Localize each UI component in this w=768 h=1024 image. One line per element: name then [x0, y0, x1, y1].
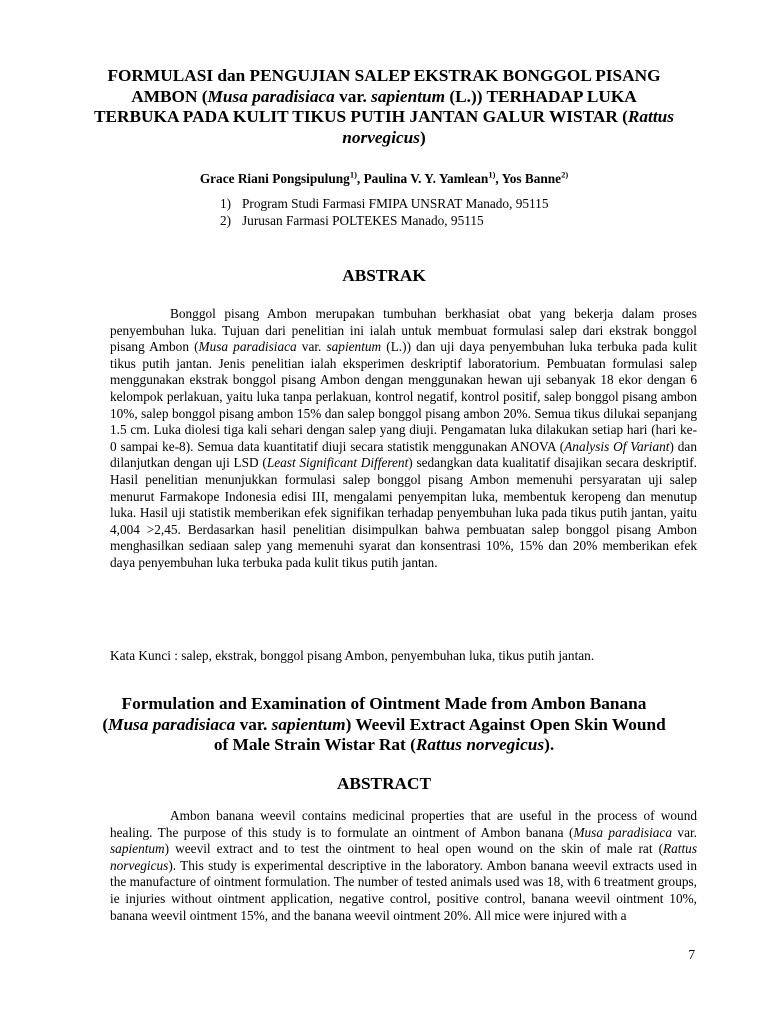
author-affiliation-mark: 1) — [349, 169, 357, 180]
author-name: Yos Banne — [501, 171, 562, 186]
affiliation-item: 2) Jurusan Farmasi POLTEKES Manado, 95115 — [220, 212, 484, 228]
abstrak-heading: ABSTRAK — [342, 266, 426, 285]
page-number: 7 — [688, 947, 695, 962]
english-title: Formulation and Examination of Ointment Made from Ambon Banana (Musa paradisiaca var. sapientum) Weevil Extract Against Open Skin Wound of Male Strain Wistar Rat (Rattus norvegicus). — [102, 694, 666, 754]
affiliation-item: 1) Program Studi Farmasi FMIPA UNSRAT Manado, 95115 — [220, 196, 549, 211]
author-list: Grace Riani Pongsipulung$^{1)}$, Paulina V. Y. Yamlean$^{1)}$, Yos Banne$^{2)}$ — [199, 169, 569, 186]
author-name: Paulina V. Y. Yamlean — [363, 171, 489, 186]
author-affiliation-mark: 1) — [488, 169, 496, 180]
author-name: Grace Riani Pongsipulung — [199, 171, 350, 186]
keywords: Kata Kunci : salep, ekstrak, bonggol pisang Ambon, penyembuhan luka, tikus putih jantan. — [110, 648, 595, 663]
paper-title: FORMULASI dan PENGUJIAN SALEP EKSTRAK BONGGOL PISANG AMBON (Musa paradisiaca var. sapientum (L.)) TERHADAP LUKA TERBUKA PADA KULIT TIKUS PUTIH JANTAN GALUR WISTAR (Rattus norvegicus) — [93, 66, 674, 147]
author-affiliation-mark: 2) — [561, 169, 569, 180]
abstract-body: Ambon banana weevil contains medicinal properties that are useful in the process of wound healing. The purpose of this study is to formulate an ointment of Ambon banana (Musa paradisiaca var. sapientum) weevil extract and to test the ointment to heal open wound on the skin of male rat (Rattus norvegicus). This study is experimental descriptive in the laboratory. Ambon banana weevil extracts used in the manufacture of ointment formulation. The number of tested animals used was 18, with 6 treatment groups, ie injuries without ointment application, negative control, positive control, banana weevil ointment 10%, banana weevil ointment 15%, and the banana weevil ointment 20%. All mice were injured with a — [110, 808, 697, 923]
abstract-heading: ABSTRACT — [336, 774, 432, 793]
affiliation-list — [220, 196, 548, 229]
abstrak-body: Bonggol pisang Ambon merupakan tumbuhan berkhasiat obat yang bekerja dalam proses penyembuhan luka. Tujuan dari penelitian ini ialah untuk membuat formulasi salep dari ekstrak bonggol pisang Ambon (Musa paradisiaca var. sapientum (L.)) dan uji daya penyembuhan luka terbuka pada kulit tikus putih jantan. Jenis penelitian ialah eksperimen deskriptif laboratorium. Pembuatan formulasi salep menggunakan ekstrak bonggol pisang Ambon dengan menggunakan hewan uji sebanyak 18 ekor dengan 6 kelompok perlakuan, yaitu luka tanpa perlakuan, kontrol negatif, kontrol positif, salep bonggol pisang ambon 10%, salep bonggol pisang ambon 15% dan salep bonggol pisang ambon 20%. Semua tikus dilukai sepanjang 1.5 cm. Luka diolesi tiga kali sehari dengan salep yang diuji. Pengamatan luka dilakukan setiap hari (hari ke-0 sampai ke-8). Semua data kuantitatif diuji secara statistik menggunakan ANOVA (Analysis Of Variant) dan dilanjutkan dengan uji LSD (Least Significant Different) sedangkan data kualitatif disajikan secara deskriptif. Hasil penelitian menunjukkan formulasi salep bonggol pisang Ambon memenuhi persyaratan uji salep menurut Farmakope Indonesia edisi III, mengalami penyempitan luka, membentuk keropeng dan menutup luka. Hasil uji statistik memberikan efek signifikan terhadap penyembuhan luka pada tikus putih jantan, yaitu 4,004 >2,45. Berdasarkan hasil penelitian disimpulkan bahwa pembuatan salep bonggol pisang Ambon menghasilkan sediaan salep yang memenuhi syarat dan konsentrasi 10%, 15% dan 20% memberikan efek daya penyembuhan luka terbuka pada kulit tikus putih jantan. — [110, 306, 697, 570]
